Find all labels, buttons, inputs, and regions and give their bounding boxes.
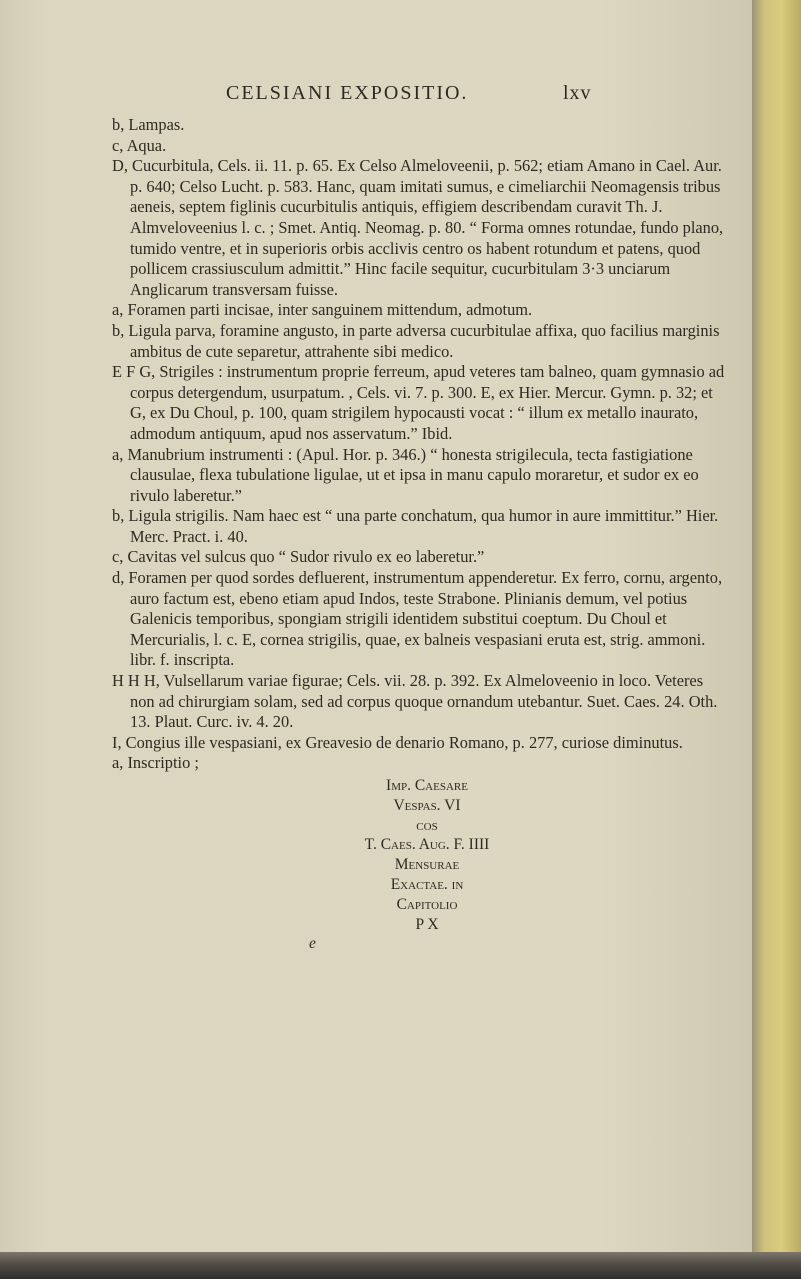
entry-lampas: b, Lampas. [112,115,185,134]
entry-manubrium: a, Manubrium instrumenti : (Apul. Hor. p. 346.) “ honesta strigilecula, tecta fastigiatione clausulae, flexa tubulatione ligulae, ut et ipsa in manu capulo moraretur, et sudor ex eo rivulo laberetur.” [112,444,699,505]
inscription-line: Mensurae [394,856,460,874]
entry-inscriptio: a, Inscriptio ; [112,753,199,773]
entry-strigiles: E F G, Strigiles : instrumentum proprie ferreum, apud veteres tam balneo, quam gymnasio ad corpus detergendum, usurpatum. , Cels. vi. 7. p. 300. E, ex Hier. Mercur. Gymn. p. 32; et G, ex Du Choul, p. 100, quam strigilem hypocausti vocat : “ illum ex metallo inaurato, admodum antiquum, apud nos asservatum.” Ibid. [112,362,725,443]
inscription-line: cos [416,816,438,834]
entry-ligula-strigilis: b, Ligula strigilis. Nam haec est “ una parte conchatum, qua humor in aure immittitur.” Hier. Merc. Pract. i. 40. [112,506,719,546]
page-header [0,82,752,110]
inscription-line: T. Caes. Aug. F. IIII [364,836,490,854]
entry-vulsellarum: H H H, Vulsellarum variae figurae; Cels. vii. 28. p. 392. Ex Almeloveenio in loco. Veteres non ad chirurgiam solam, sed ad corpus quoque ornandum utebantur. Suet. Caes. 24. Oth. 13. Plaut. Curc. iv. 4. 20. [112,671,718,732]
main-text [112,115,730,954]
entry-aqua: c, Aqua. [112,135,167,155]
page-bottom-edge [0,1252,801,1279]
page-number: lxv [563,82,592,104]
entry-ligula: b, Ligula parva, foramine angusto, in parte adversa cucurbitulae affixa, quo facilius marginis ambitus de cute separetur, attrahente sibi medico. [112,320,720,361]
inscription-line: P X [415,915,439,933]
inscription-line: Vespas. VI [393,796,461,814]
entry-congius: I, Congius ille vespasiani, ex Greavesio de denario Romano, p. 277, curiose diminutus. [112,732,683,752]
inscription-line: Exactae. in [390,875,464,893]
book-spine-edge [752,0,801,1279]
entry-foramen-sordes: d, Foramen per quod sordes defluerent, instrumentum appenderetur. Ex ferro, cornu, argento, auro factum est, ebeno etiam apud Indos, teste Strabone. Plinianis demum, vel potius Galenicis temporibus, spongiam strigili identidem substitui coeptum. Du Choul et Mercurialis, l. c. E, cornea strigilis, quae, ex balneis vespasiani eruta est, strig. ammoni. libr. f. inscripta. [112,568,723,670]
entry-cucurbitula: D, Cucurbitula, Cels. ii. 11. p. 65. Ex Celso Almeloveenii, p. 562; etiam Amano in Cael. Aur. p. 640; Celso Lucht. p. 583. Hanc, quam imitati sumus, e cimeliarchii Neomagensis tribus aeneis, septem figlinis cucurbitulis antiquis, effigiem describendam curavit Th. J. Almveloveenius l. c. ; Smet. Antiq. Neomag. p. 80. “ Forma omnes rotundae, fundo plano, tumido ventre, et in superioris orbis acclivis centro os habent rotundum et patens, quod pollicem crassiusculum admittit.” Hinc facile sequitur, cucurbitulam 3·3 unciarum Anglicarum transversam fuisse. [112,156,724,299]
entry-foramen: a, Foramen parti incisae, inter sanguinem mittendum, admotum. [112,300,533,320]
inscription-line: Capitolio [396,895,458,913]
entry-cavitas: c, Cavitas vel sulcus quo “ Sudor rivulo ex eo laberetur.” [112,547,485,567]
running-title: CELSIANI EXPOSITIO. [226,82,469,104]
inscription-block [237,776,617,954]
inscription-line: Imp. Caesare [386,777,468,794]
signature-mark: e [309,935,316,953]
